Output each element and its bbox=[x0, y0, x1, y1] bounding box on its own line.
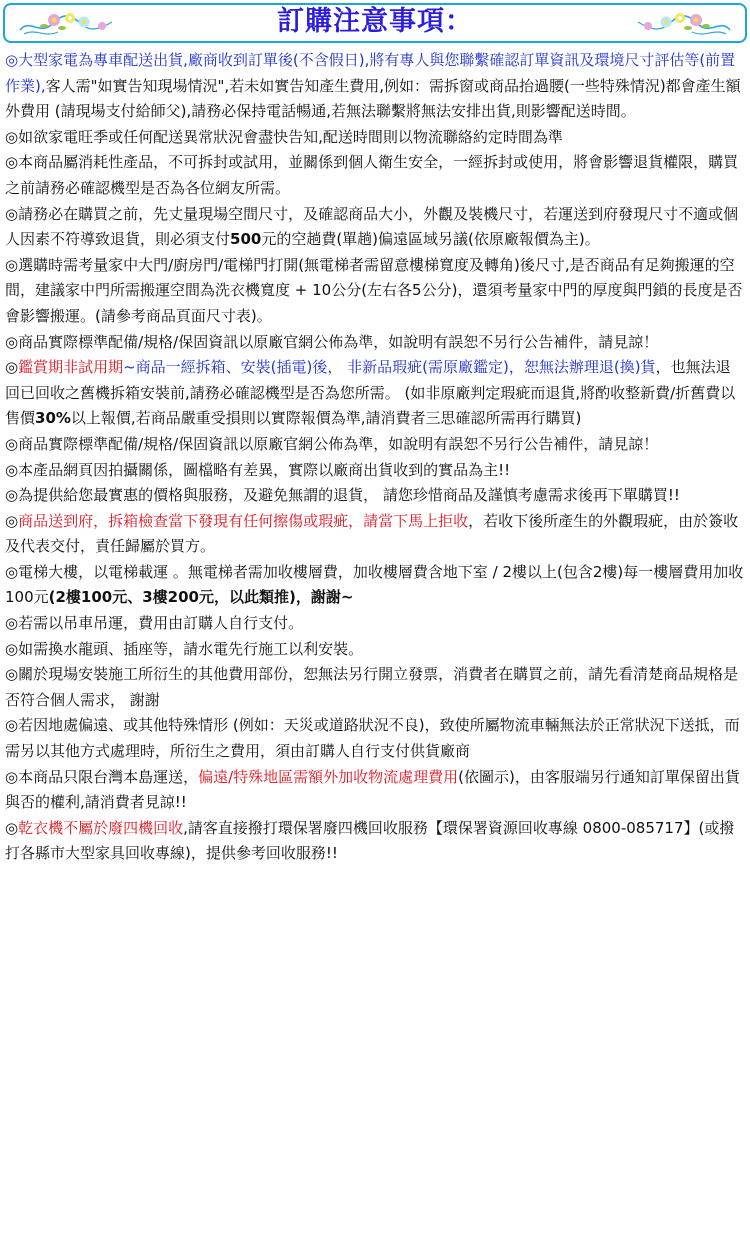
item-text: ◎電梯大樓，以電梯載運 。無電梯者需加收樓層費，加收樓層費含地下室 / 2樓以上(包含2樓)每一樓層費用加收100元 bbox=[5, 562, 744, 607]
item-text-bold: 500 bbox=[230, 230, 262, 249]
item-text: ◎選購時需考量家中大門/廚房門/電梯門打開(無電梯者需留意樓梯寬度及轉角)後尺寸,是否商品有足夠搬運的空間，建議家中門所需搬運空間為洗衣機寬度 + 10公分(左右各5公分)，還須考量家中門的厚度與門鎖的長度是否會影響搬運。(請參考商品頁面尺寸表)。 bbox=[5, 255, 743, 325]
item-text: ◎ bbox=[5, 818, 19, 837]
item-text-red: 鑑賞期非試用期 bbox=[18, 358, 124, 377]
item-text: ◎請務必在購買之前，先丈量現場空間尺寸，及確認商品大小，外觀及裝機尺寸，若運送到府發現尺寸不適或個人因素不符導致退貨，則必須支付 bbox=[5, 204, 739, 249]
item-text: ◎本產品網頁因拍攝關係，圖檔略有差異，實際以廠商出貨收到的實品為主!! bbox=[5, 460, 511, 479]
item-text: 以上報價,若商品嚴重受損則以實際報價為準,請消費者三思確認所需再行購買) bbox=[70, 409, 582, 428]
item-text: ，若收下後所產生的外觀瑕疵，由於簽收及代表交付，責任歸屬於買方。 bbox=[5, 511, 739, 556]
notice-item-dryer-recycle bbox=[5, 816, 745, 867]
notice-header bbox=[0, 0, 750, 46]
item-text: ◎商品實際標準配備/規格/保固資訊以原廠官網公佈為準，如說明有誤恕不另行公告補件，請見諒！ bbox=[5, 332, 659, 351]
notice-list bbox=[5, 48, 745, 867]
item-text-red: 偏遠/特殊地區需額外加收物流處理費用 bbox=[198, 767, 459, 786]
notice-item-floor-fee bbox=[5, 560, 745, 611]
notice-item-door-size bbox=[5, 253, 745, 330]
notice-item-peak-season bbox=[5, 125, 745, 151]
item-text: ，也無法退回已回收之舊機拆箱安裝前,請務必確認機型是否為您所需。 (如非原廠判定瑕疵而退貨,將酌收整新費/折舊費以售價 bbox=[5, 358, 736, 428]
item-text-bold: 30% bbox=[35, 409, 71, 428]
floral-ornament-right bbox=[628, 6, 736, 40]
item-text: ◎關於現場安裝施工所衍生的其他費用部份，恕無法另行開立發票，消費者在購買之前，請先看清楚商品規格是否符合個人需求， 謝謝 bbox=[5, 665, 739, 709]
notice-item-spec-official bbox=[5, 330, 745, 356]
item-text: 客人需"如實告知現場情況",若未如實告知產生費用,例如：需拆窗或商品抬過腰(一些特殊情況)都會產生額外費用 (請現場支付給師父),請務必保持電話暢通,若無法聯繫將無法安排出貨,則影響配送時間。 bbox=[5, 76, 741, 121]
page-title: 訂購注意事項： bbox=[277, 6, 473, 37]
notice-item-appraisal-period bbox=[5, 355, 745, 432]
item-text: 元的空趟費(單趟)偏遠區域另議(依原廠報價為主)。 bbox=[261, 230, 600, 249]
notice-item-measure-space bbox=[5, 202, 745, 253]
notice-item-delivery bbox=[5, 48, 745, 125]
item-text: ◎商品實際標準配備/規格/保固資訊以原廠官網公佈為準，如說明有誤恕不另行公告補件，請見諒！ bbox=[5, 434, 659, 453]
item-text: ◎若因地處偏遠、或其他特殊情形 (例如：天災或道路狀況不良)，致使所屬物流車輛無法於正常狀況下送抵，而需另以其他方式處理時，所衍生之費用，須由訂購人自行支付供貨廠商 bbox=[5, 716, 740, 761]
notice-item-spec-official-repeat bbox=[5, 432, 745, 458]
notice-item-inspect-on-delivery bbox=[5, 509, 745, 560]
item-text-blue: ~商品一經拆箱、安裝(插電)後， 非新品瑕疵(需原廠鑑定)，恕無法辦理退(換)貨 bbox=[123, 358, 656, 377]
item-text: ◎如欲家電旺季或任何配送異常狀況會盡快告知,配送時間則以物流聯絡約定時間為準 bbox=[5, 127, 563, 146]
item-text-red: 商品送到府，拆箱檢查當下發現有任何擦傷或瑕疵，請當下馬上拒收 bbox=[18, 511, 469, 530]
item-text: ◎若需以吊車吊運，費用由訂購人自行支付。 bbox=[5, 614, 304, 633]
notice-item-photo-difference bbox=[5, 458, 745, 484]
notice-item-plumbing bbox=[5, 637, 745, 663]
item-text: ◎ bbox=[5, 511, 19, 530]
notice-item-best-price bbox=[5, 483, 745, 509]
item-text: ◎如需換水龍頭、插座等，請水電先行施工以利安裝。 bbox=[5, 639, 364, 658]
item-text: ,請客直接撥打環保署廢四機回收服務【環保署資源回收專線 0800-085717】(或撥打各縣市大型家具回收專線)，提供參考回收服務!! bbox=[5, 818, 735, 863]
item-text: ◎本商品只限台灣本島運送， bbox=[5, 767, 199, 786]
item-text-bold: (2樓100元、3樓200元，以此類推)，謝謝~ bbox=[48, 588, 354, 607]
notice-item-taiwan-only bbox=[5, 765, 745, 816]
item-text-red: 乾衣機不屬於廢四機回收 bbox=[18, 818, 184, 837]
notice-item-consumable bbox=[5, 150, 745, 201]
item-text: ◎大型家電為專車配送出貨,廠商收到訂單後(不含假日),將有專人與您聯繫確認訂單資訊及環境尺寸評估等(前置作業), bbox=[5, 51, 736, 95]
item-text: (依圖示)，由客服端另行通知訂單保留出貨與否的權利,請消費者見諒!! bbox=[5, 767, 740, 812]
notice-item-installation-fee bbox=[5, 662, 745, 713]
item-text: ◎為提供給您最實惠的價格與服務，及避免無謂的退貨， 請您珍惜商品及謹慎考慮需求後再下單購買!! bbox=[5, 486, 680, 505]
item-text: ◎本商品屬消耗性產品，不可拆封或試用，並關係到個人衛生安全，一經拆封或使用，將會影響退貨權限，購買之前請務必確認機型是否為各位網友所需。 bbox=[5, 153, 739, 197]
item-text: ◎ bbox=[5, 358, 19, 377]
notice-item-crane bbox=[5, 611, 745, 637]
notice-item-remote-area bbox=[5, 713, 745, 764]
